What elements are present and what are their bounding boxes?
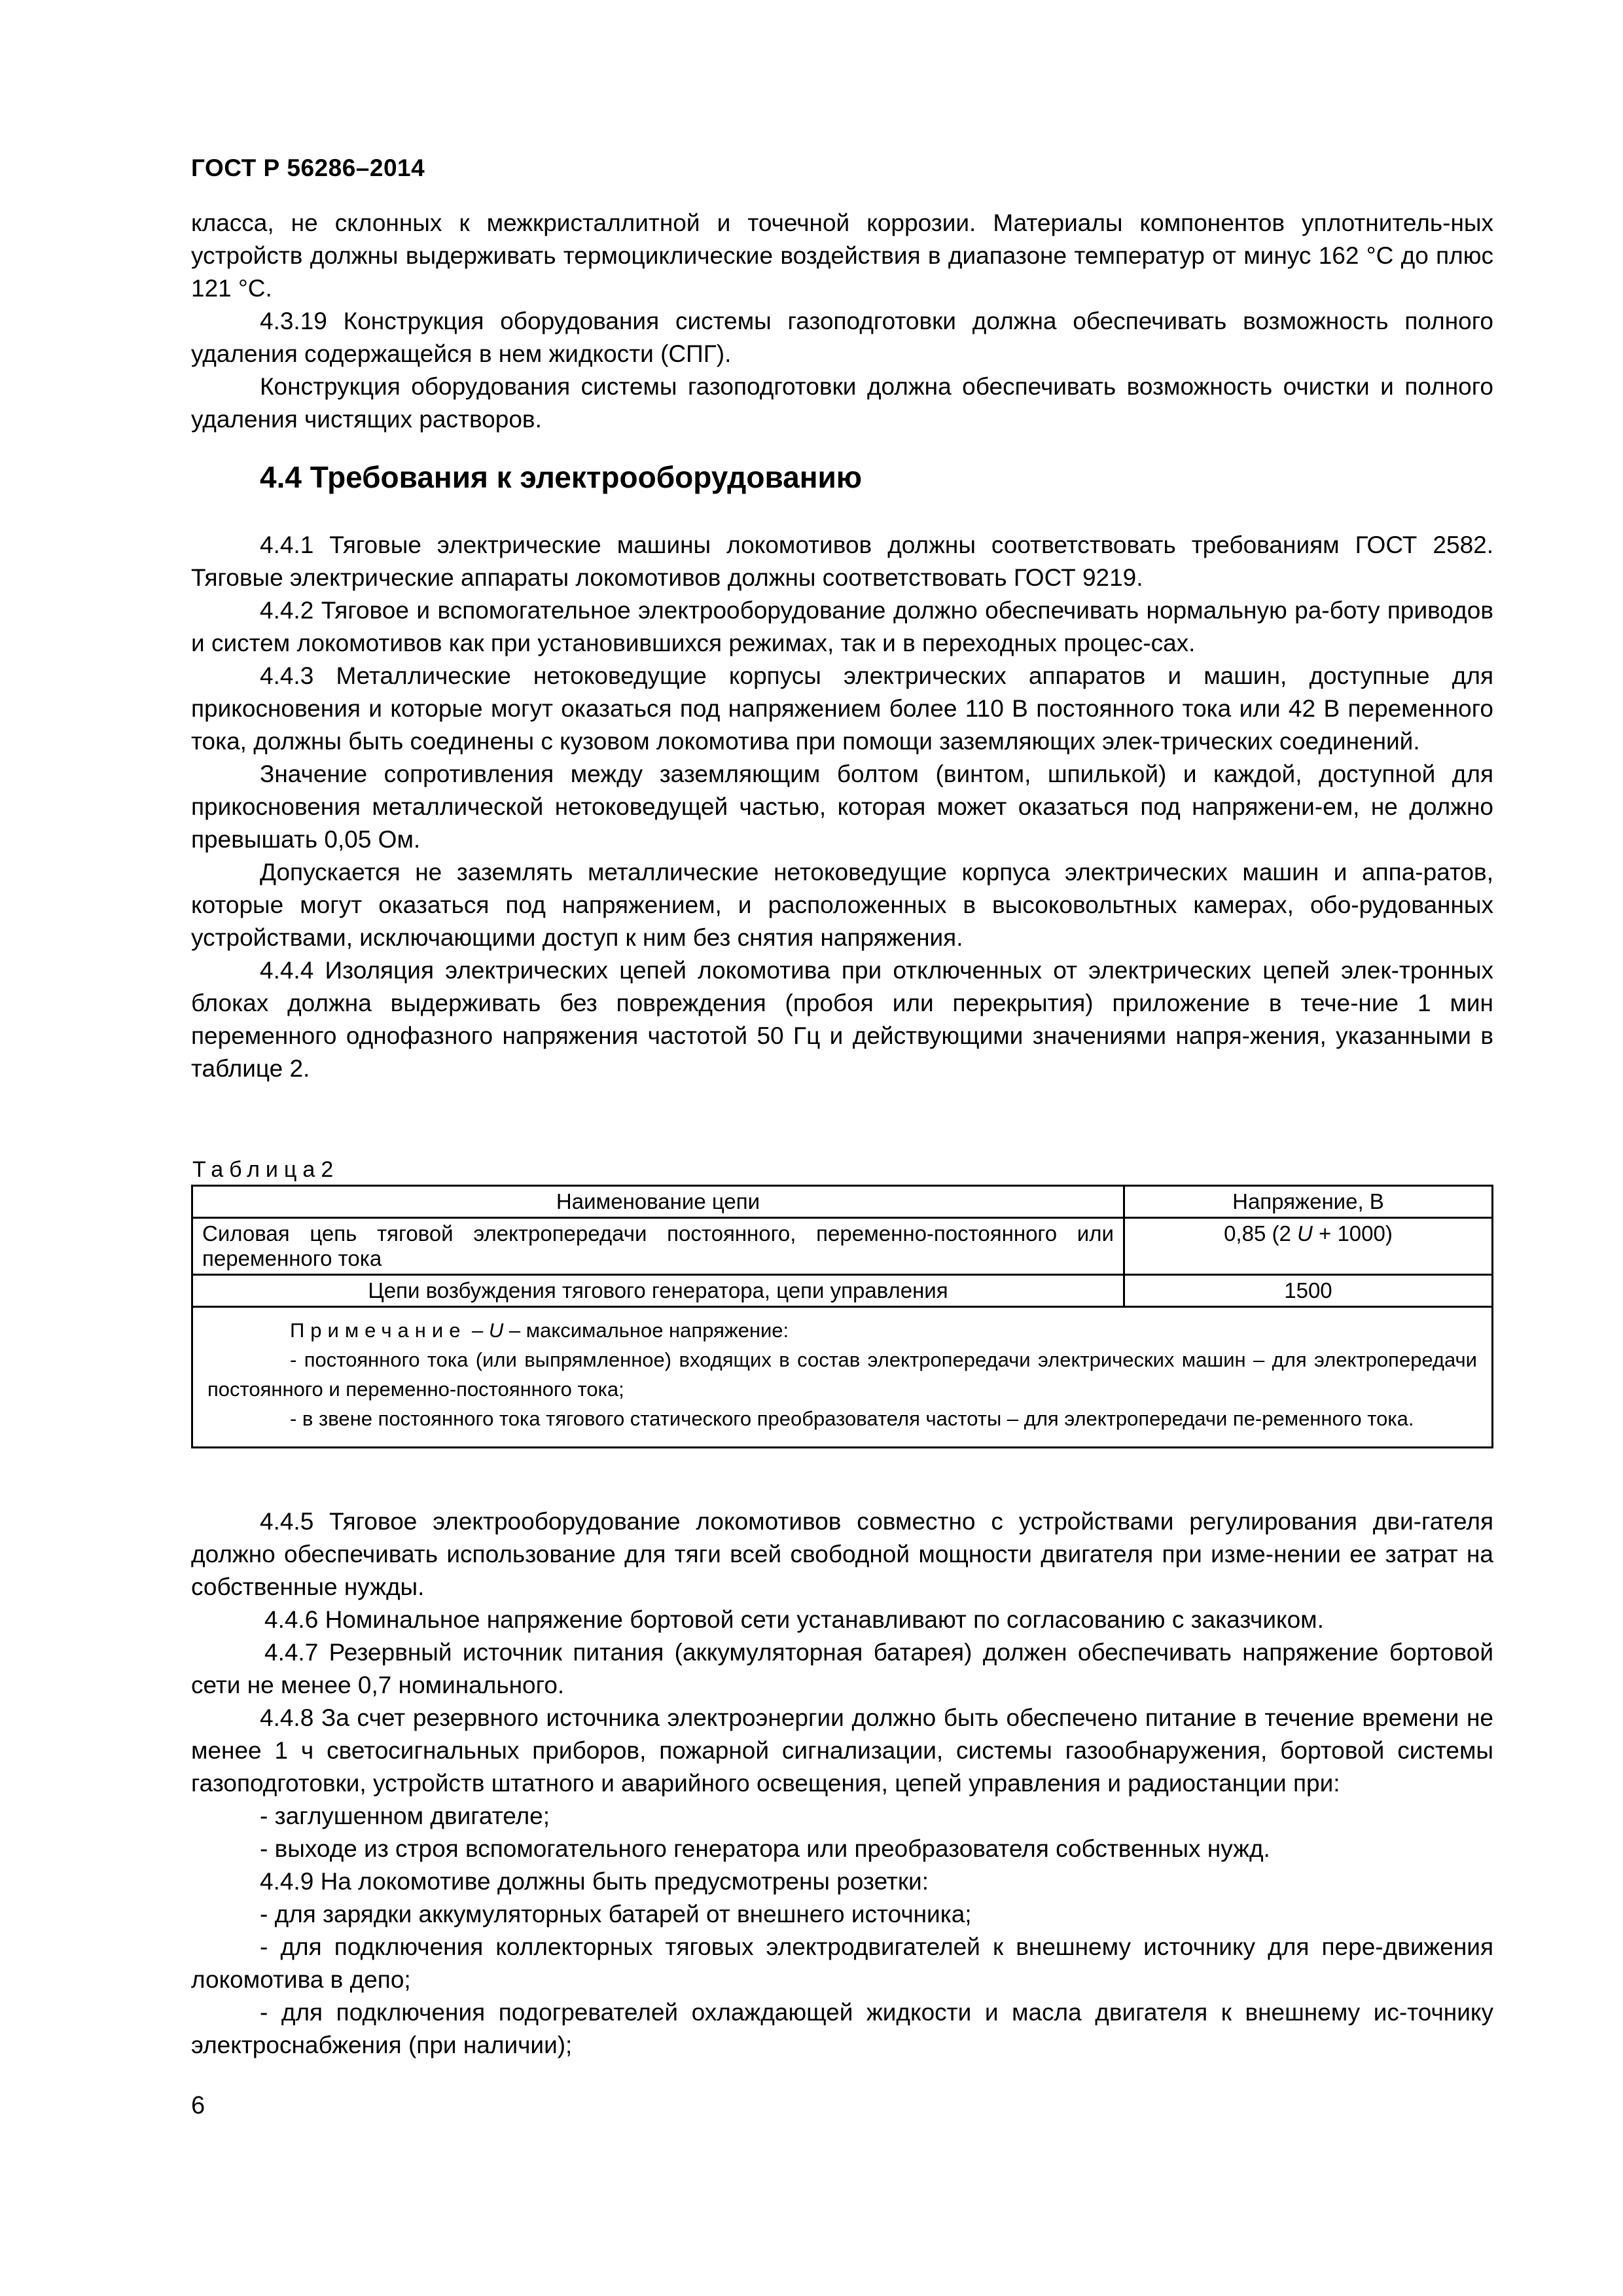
paragraph: 4.4.8 За счет резервного источника электроэнергии должно быть обеспечено питание в течение времени не менее 1 ч светосигнальных приборов, пожарной сигнализации, системы газообнаружения, бортовой системы газоподготовки, устройств штатного и аварийного освещения, цепей управления и радиостанции при: <box>191 1704 1493 1797</box>
list-item: - для подключения подогревателей охлаждающей жидкости и масла двигателя к внешнему ис-точнику электроснабжения (при наличии); <box>191 1999 1493 2058</box>
voltage-suffix: + 1000) <box>1312 1221 1393 1246</box>
table-caption <box>192 1157 333 1183</box>
document-page <box>191 0 1493 2296</box>
paragraph: 4.4.4 Изоляция электрических цепей локомотива при отключенных от электрических цепей элек-тронных блоках должна выдерживать без повреждения (пробоя или перекрытия) приложение в тече-ние 1 мин переменного однофазного напряжения частотой 50 Гц и действующими значениями напря-жения, указанными в таблице 2. <box>191 957 1493 1082</box>
voltage-prefix: 0,85 (2 <box>1224 1221 1297 1246</box>
list-item: - для подключения коллекторных тяговых электродвигателей к внешнему источнику для пере-движения локомотива в депо; <box>191 1933 1493 1993</box>
paragraph: Допускается не заземлять металлические нетоковедущие корпуса электрических машин и аппа-ратов, которые могут оказаться под напряжением, и расположенных в высоковольтных камерах, обо-рудованных устройствами, исключающими доступ к ним без снятия напряжения. <box>191 859 1493 951</box>
note-dash: – <box>466 1319 489 1342</box>
table-header-row <box>192 1186 1493 1218</box>
note-label: Примечание <box>290 1319 467 1342</box>
table-row <box>192 1275 1493 1307</box>
paragraph: Конструкция оборудования системы газоподготовки должна обеспечивать возможность очистки и полного удаления чистящих растворов. <box>191 373 1493 433</box>
intro-text-block <box>191 207 1493 436</box>
cell-voltage: 1500 <box>1124 1275 1492 1307</box>
paragraph: 4.4.5 Тяговое электрооборудование локомотивов совместно с устройствами регулирования дви-гателя должно обеспечивать использование для тяги всей свободной мощности двигателя при изме-нении ее затрат на собственные нужды. <box>191 1508 1493 1600</box>
note-intro-text: – максимальное напряжение: <box>503 1319 789 1342</box>
section-text-block <box>191 529 1493 1085</box>
header-cell-circuit: Наименование цепи <box>192 1186 1124 1218</box>
paragraph: 4.4.9 На локомотиве должны быть предусмотрены розетки: <box>260 1868 929 1895</box>
cell-voltage <box>1124 1218 1492 1275</box>
paragraph: 4.4.1 Тяговые электрические машины локомотивов должны соответствовать требованиям ГОСТ 2582. Тяговые электрические аппараты локомотивов должны соответствовать ГОСТ 9219. <box>191 531 1493 591</box>
table-note-row <box>192 1307 1493 1448</box>
note-intro <box>207 1316 1477 1345</box>
table-note <box>192 1307 1493 1448</box>
paragraph: Значение сопротивления между заземляющим болтом (винтом, шпилькой) и каждой, доступной для прикосновения металлической нетоковедущей частью, которая может оказаться под напряжени-ем, не должно превышать 0,05 Ом. <box>191 761 1493 853</box>
list-item: - заглушенном двигателе; <box>260 1803 550 1829</box>
header-cell-voltage: Напряжение, В <box>1124 1186 1492 1218</box>
paragraph: 4.4.2 Тяговое и вспомогательное электрооборудование должно обеспечивать нормальную ра-боту приводов и систем локомотивов как при установившихся режимах, так и в переходных процес-сах. <box>191 597 1493 656</box>
table-caption-number: 2 <box>321 1157 334 1182</box>
note-item: - постоянного тока (или выпрямленное) входящих в состав электропередачи электрических машин – для электропередачи постоянного и переменно-постоянного тока; <box>207 1348 1477 1401</box>
cell-circuit-name: Цепи возбуждения тягового генератора, цепи управления <box>192 1275 1124 1307</box>
table-row <box>192 1218 1493 1275</box>
section-title: 4.4 Требования к электрооборудованию <box>260 460 863 494</box>
table-caption-word: Таблица <box>192 1157 321 1182</box>
list-item: - для зарядки аккумуляторных батарей от внешнего источника; <box>260 1901 972 1928</box>
paragraph: класса, не склонных к межкристаллитной и точечной коррозии. Материалы компонентов уплотнитель-ных устройств должны выдерживать термоциклические воздействия в диапазоне температур от минус 162 °С до плюс 121 °С. <box>191 209 1493 302</box>
closing-text-block <box>191 1505 1493 2062</box>
voltage-table <box>191 1185 1493 1448</box>
note-variable: U <box>488 1319 504 1342</box>
paragraph: 4.3.19 Конструкция оборудования системы газоподготовки должна обеспечивать возможность полного удаления содержащейся в нем жидкости (СПГ). <box>191 308 1493 367</box>
paragraph: 4.4.7 Резервный источник питания (аккумуляторная батарея) должен обеспечивать напряжение бортовой сети не менее 0,7 номинального. <box>191 1639 1493 1698</box>
paragraph: 4.4.3 Металлические нетоковедущие корпусы электрических аппаратов и машин, доступные для прикосновения и которые могут оказаться под напряжением более 110 В постоянного тока или 42 В переменного тока, должны быть соединены с кузовом локомотива при помощи заземляющих элек-трических соединений. <box>191 662 1493 755</box>
paragraph: 4.4.6 Номинальное напряжение бортовой сети устанавливают по согласованию с заказчиком. <box>264 1606 1324 1633</box>
page-number: 6 <box>191 2092 205 2119</box>
voltage-variable: U <box>1297 1221 1313 1246</box>
standard-code: ГОСТ Р 56286–2014 <box>191 154 425 181</box>
note-item: - в звене постоянного тока тягового статического преобразователя частоты – для электропередачи пе-ременного тока. <box>290 1407 1414 1430</box>
list-item: - выходе из строя вспомогательного генератора или преобразователя собственных нужд. <box>260 1835 1270 1862</box>
cell-circuit-name: Силовая цепь тяговой электропередачи постоянного, переменно-постоянного или переменного тока <box>192 1218 1124 1275</box>
